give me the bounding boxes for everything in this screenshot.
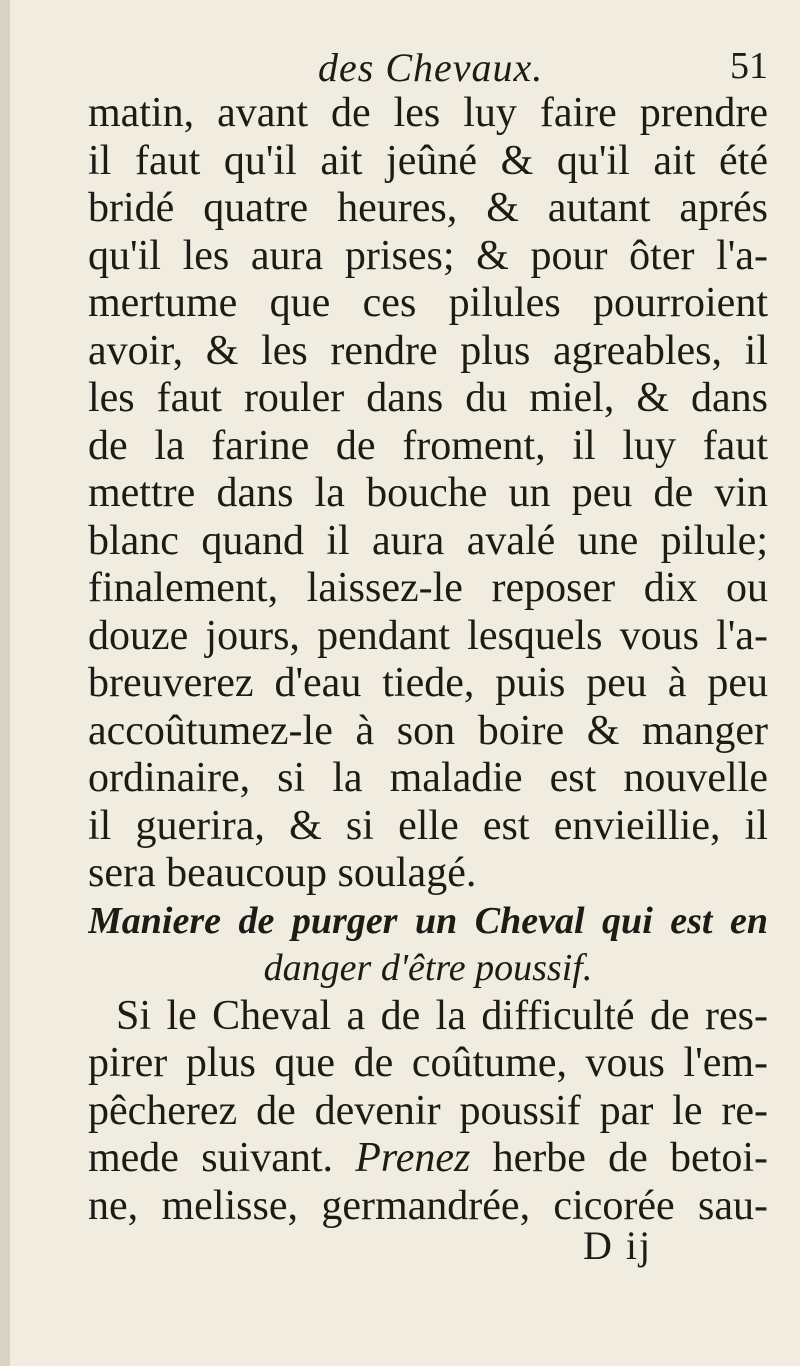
signature-mark: D ij xyxy=(583,1223,653,1268)
text-line: pirer plus que de coûtume, vous l'em- xyxy=(88,1040,768,1086)
text-line: bridé quatre heures, & autant aprés xyxy=(88,185,768,231)
text-line: mertume que ces pilules pourroient xyxy=(88,280,768,326)
text-segment: mede suivant. xyxy=(88,1135,334,1181)
text-line: Si le Cheval a de la difficulté de res- xyxy=(116,992,768,1039)
text-line: de la farine de froment, il luy faut xyxy=(88,422,768,469)
text-segment: herbe de betoi- xyxy=(470,1135,768,1181)
text-line: sera beaucoup soulagé. xyxy=(88,850,477,896)
text-line: ne, melisse, germandrée, cicorée sau- xyxy=(88,1182,768,1229)
italic-word: Prenez xyxy=(355,1135,471,1181)
text-line: matin, avant de les luy faire prendre xyxy=(88,90,768,136)
text-line: ordinaire, si la maladie est nouvelle xyxy=(88,755,768,801)
page-number: 51 xyxy=(730,45,768,87)
text-line: avoir, & les rendre plus agreables, il xyxy=(88,327,768,374)
text-line: qu'il les aura prises; & pour ôter l'a- xyxy=(88,232,768,279)
text-line: il guerira, & si elle est envieillie, il xyxy=(88,802,768,849)
page-edge xyxy=(0,0,10,1366)
text-block xyxy=(88,90,768,1230)
text-line: pêcherez de devenir poussif par le re- xyxy=(88,1087,768,1134)
text-line: douze jours, pendant lesquels vous l'a- xyxy=(88,612,768,659)
section-heading: Maniere de purger un Cheval qui est en xyxy=(88,899,768,942)
page-header xyxy=(0,38,800,98)
text-line: breuverez d'eau tiede, puis peu à peu xyxy=(88,660,768,706)
text-line: accoûtumez-le à son boire & manger xyxy=(88,707,768,754)
text-line: mettre dans la bouche un peu de vin xyxy=(88,470,768,516)
text-line: il faut qu'il ait jeûné & qu'il ait été xyxy=(88,137,768,184)
text-line-with-italic xyxy=(88,1135,768,1183)
text-line: les faut rouler dans du miel, & dans xyxy=(88,375,768,421)
text-line: blanc quand il aura avalé une pilule; xyxy=(88,517,768,564)
section-heading-continued: danger d'être poussif. xyxy=(263,947,593,989)
text-line: finalement, laissez-le reposer dix ou xyxy=(88,565,768,611)
running-title: des Chevaux. xyxy=(318,45,544,90)
